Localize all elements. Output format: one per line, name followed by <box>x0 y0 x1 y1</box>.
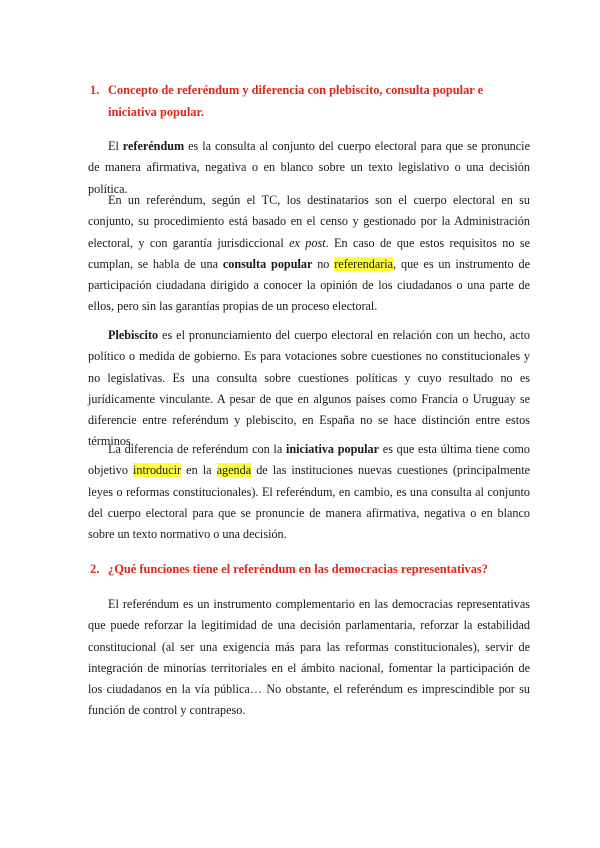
term-plebiscito: Plebiscito <box>108 328 159 342</box>
section-2-title: ¿Qué funciones tiene el referéndum en las democracias representativas? <box>108 562 488 576</box>
term-iniciativa-popular: iniciativa popular <box>285 442 380 456</box>
paragraph-referendum-tc: En un referéndum, según el TC, los destinatarios son el cuerpo electoral en su conjunto, su procedimiento está basado en el censo y gestionado por la Administración electoral, y con garantía jurisdiccional ex post. En caso de que estos requisitos no se cumplan, se habla de una consulta popular no referendaria, que es un instrumento de participación ciudadana dirigido a conocer la opinión de los ciudadanos o una parte de ellos, pero sin las garantías propias de un proceso electoral. <box>88 193 531 314</box>
section-1-number: 1. <box>90 83 100 97</box>
paragraph-plebiscito: Plebiscito es el pronunciamiento del cuerpo electoral en relación con un hecho, acto político o medida de gobierno. Es para votaciones sobre cuestiones no constitucionales y no legislativas. Es una consulta sobre cuestiones políticas y cuyo resultado no es jurídicamente vinculante. A pesar de que en algunos países como Francia o Uruguay se diferencie entre referéndum y plebiscito, en España no se hace distinción entre estos términos. <box>88 328 530 449</box>
section-1-title: Concepto de referéndum y diferencia con plebiscito, consulta popular e iniciativa popular. <box>108 83 484 119</box>
highlight-referendaria: referendaria <box>334 256 394 271</box>
section-2-number: 2. <box>90 562 100 576</box>
term-referendum: referéndum <box>122 139 185 153</box>
highlight-introducir: introducir <box>133 463 182 478</box>
term-consulta-popular: consulta popular <box>222 256 313 271</box>
term-ex-post: ex post <box>289 235 326 250</box>
section-1-heading <box>90 80 532 123</box>
section-2-heading <box>90 559 532 581</box>
paragraph-referendum-definition: El referéndum es la consulta al conjunto del cuerpo electoral para que se pronuncie de manera afirmativa, negativa o en blanco sobre un texto legislativo o una decisión política. <box>88 139 530 196</box>
paragraph-referendum-functions: El referéndum es un instrumento complementario en las democracias representativas que puede reforzar la legitimidad de una decisión parlamentaria, reforzar la estabilidad constitucional (al ser una exigencia más para las reformas constitucionales), servir de integración de minorías territoriales en el ámbito nacional, fomentar la participación de los ciudadanos en la vía pública… No obstante, el referéndum es imprescindible por su función de control y contrapeso. <box>88 597 530 718</box>
paragraph-iniciativa-popular: La diferencia de referéndum con la iniciativa popular es que esta última tiene como objetivo introducir en la agenda de las instituciones nuevas cuestiones (principalmente leyes o reformas constitucionales). El referéndum, en cambio, es una consulta al conjunto del cuerpo electoral para que se pronuncie de manera afirmativa, negativa o en blanco sobre un texto normativo o una decisión. <box>88 442 530 542</box>
highlight-agenda: agenda <box>216 463 252 478</box>
